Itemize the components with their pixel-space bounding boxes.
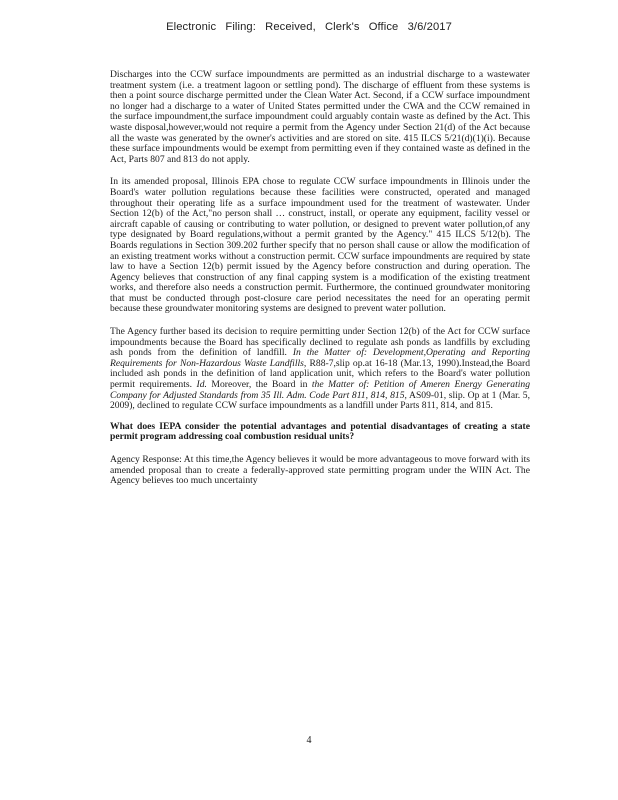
paragraph-ccw-discharges: Discharges into the CCW surface impoundments are permitted as an industrial discharge to a wastewater treatment system (i.e. a treatment lagoon or settling pond). The discharge of effluent from these systems is then a point source discharge permitted under the Clean Water Act. Second, if a CCW surface impoundment no longer had a discharge to a water of United States permitted under the CWA and the CCW remained in the surface impoundment,the surface impoundment could arguably contain waste as defined by the Act. This waste disposal,however,would not require a permit from the Agency under Section 21(d) of the Act because all the waste was generated by the owner's activities and are stored on site. 415 ILCS 5/21(d)(1)(i). Because these surface impoundments would be exempt from permitting even if they contained waste as defined in the Act, Parts 807 and 813 do not apply. xyxy=(110,69,530,165)
case-citation-ameren: the Matter of: Petition of Ameren Energy Generating Company for Adjusted Standards from 35 Ill. Adm. Code Part 811, 814, 815 xyxy=(110,379,531,401)
permitting-basis-text-4: , AS09-01, slip. Op at 1 (Mar. 5, 2009), declined to regulate CCW surface impoundments as a landfill under Parts 811, 814, and 815. xyxy=(110,389,530,412)
paragraph-amended-proposal: In its amended proposal, Illinois EPA chose to regulate CCW surface impoundments in Illinois under the Board's water pollution regulations because these facilities were constructed, operated and managed throughout their operating life as a surface impoundment used for the treatment of wastewater. Under Section 12(b) of the Act,"no person shall … construct, install, or operate any equipment, facility vessel or aircraft capable of causing or contributing to water pollution, or designed to prevent water pollution,of any type designated by Board regulations,without a permit granted by the Agency." 415 ILCS 5/12(b). The Boards regulations in Section 309.202 further specify that no person shall cause or allow the modification of an existing treatment works without a construction permit. CCW surface impoundments are required by state law to have a Section 12(b) permit issued by the Agency before construction and during operation. The Agency believes that construction of any final capping system is a modification of the existing treatment works, and therefore also needs a construction permit. Furthermore, the continued groundwater monitoring that must be conducted through post-closure care period necessitates the need for an operating permit because these groundwater monitoring systems are designed to prevent water pollution. xyxy=(110,176,530,315)
permitting-basis-text-3: Moreover, the Board in xyxy=(211,379,308,391)
permitting-basis-text: The Agency further based its decision to require permitting under Section 12(b) of the Act for CCW surface impoundments because the Board has specifically declined to regulate ash ponds as landfills by excluding ash ponds from the definition of landfill. xyxy=(110,326,530,359)
paragraph-permitting-basis xyxy=(110,327,530,412)
filing-header: Electronic Filing: Received, Clerk's Office 3/6/2017 xyxy=(166,21,452,33)
page-number: 4 xyxy=(306,735,312,746)
case-citation-landfills: In the Matter of: Development,Operating and Reporting Requirements for Non-Hazardous Waste Landfills, xyxy=(110,347,530,369)
document-body xyxy=(110,70,530,498)
id-citation: Id. xyxy=(196,379,207,391)
question-heading: What does IEPA consider the potential advantages and potential disadvantages of creating a state permit program addressing coal combustion residual units? xyxy=(110,420,530,443)
permitting-basis-text-2: R88-7,slip op.at 16-18 (Mar.13, 1990).Instead,the Board included ash ponds in the definition of land application unit, which refers to the Board's water pollution permit requirements. xyxy=(110,357,531,391)
agency-response: Agency Response: At this time,the Agency believes it would be more advantageous to move forward with its amended proposal than to create a federally-approved state permitting program under the WIIN Act. The Agency believes too much uncertainty xyxy=(110,454,530,487)
